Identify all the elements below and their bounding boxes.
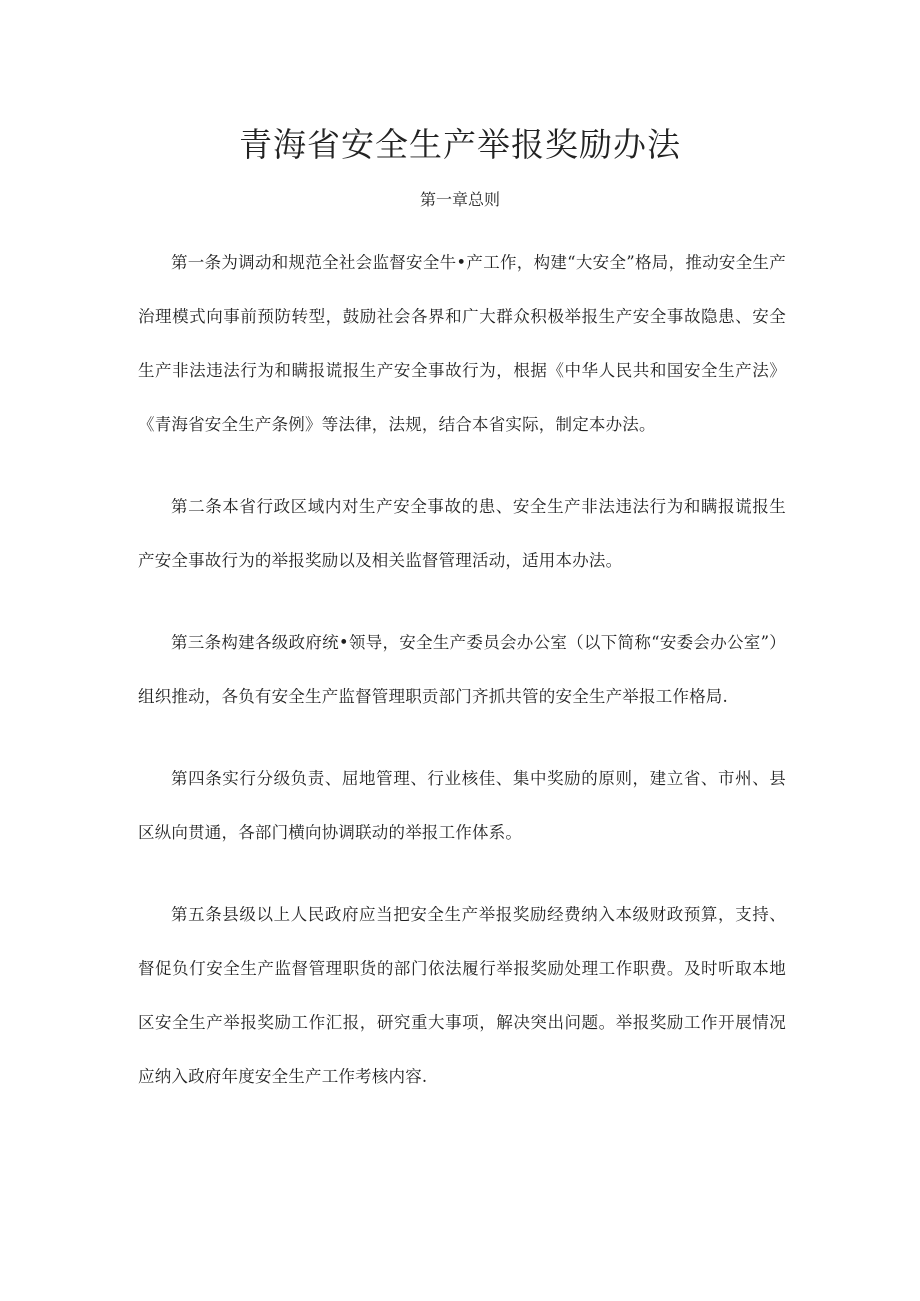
- document-body: [138, 236, 786, 1132]
- document-title: 青海省安全生产举报奖励办法: [239, 125, 681, 164]
- article-4-paragraph: 第四条实行分级负责、屈地管理、行业核佳、集中奖励的原则，建立省、市州、县区纵向贯通，各部门横向协调联动的举报工作体系。: [138, 769, 786, 842]
- article-1-paragraph: 第一条为调动和规范全社会监督安全牛•产工作，构建“大安全”格局，推动安全生产治理模式向事前预防转型，鼓励社会各界和广大群众积极举报生产安全事故隐患、安全生产非法违法行为和瞒报谎报生产安全事故行为，根据《中华人民共和国安全生产法》《青海省安全生产条例》等法律，法规，结合本省实际，制定本办法。: [138, 253, 786, 434]
- chapter-heading: 第一章总则: [419, 190, 500, 209]
- article-2-paragraph: 第二条本省行政区域内对生产安全事故的患、安全生产非法违法行为和瞒报谎报生产安全事故行为的举报奖励以及相关监督管理活动，适用本办法。: [138, 497, 786, 570]
- article-5-paragraph: 第五条县级以上人民政府应当把安全生产举报奖励经费纳入本级财政预算，支持、督促负仃安全生产监督管理职货的部门依法履行举报奖励处理工作职费。及时听取本地区安全生产举报奖励工作汇报，研究重大事项，解决突出问题。举报奖励工作开展情况应纳入政府年度安全生产工作考核内容.: [138, 905, 786, 1086]
- article-3-paragraph: 第三条构建各级政府统•领导，安全生产委员会办公室（以下简称“安委会办公室”）组织推动，各负有安全生产监督管理职贡部门齐抓共管的安全生产举报工作格局.: [138, 633, 786, 706]
